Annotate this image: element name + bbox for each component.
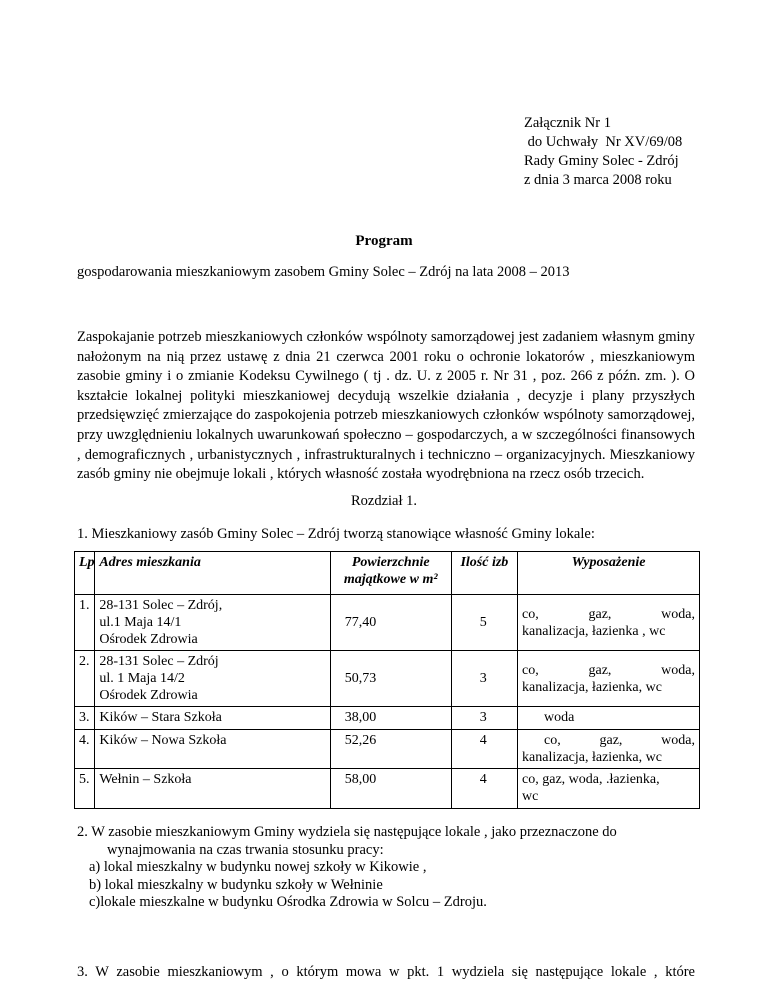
table-row — [75, 651, 700, 707]
point-2-line2: wynajmowania na czas trwania stosunku pracy: — [107, 841, 384, 858]
address-line: 28-131 Solec – Zdrój, — [99, 598, 223, 613]
cell-rooms: 3 — [451, 651, 517, 707]
chapter-heading: Rozdział 1. — [350, 493, 418, 509]
intro-paragraph: Zaspokajanie potrzeb mieszkaniowych członków wspólnoty samorządowej jest zadaniem własnym gminy nałożonym na nią przez ustawę z dnia 21 czerwca 2001 roku o ochronie lokatorów , mieszkaniowym zasobie gminy i o zmianie Kodeksu Cywilnego ( tj . dz. U. z 2005 r. Nr 31 , poz. 266 z późn. zm. ). O kształcie lokalnej polityki mieszkaniowej decydują wszelkie działania , decyzje i plany przyszłych przedsięwzięć zmierzające do zaspokojenia potrzeb mieszkaniowych członków wspólnoty samorządowej, przy uwzględnieniu lokalnych uwarunkowań społeczno – gospodarczych, a w szczególności finansowych , demograficznych , urbanistycznych , infrastrukturalnych i techniczno – organizacyjnych. Mieszkaniowy zasób gminy nie obejmuje lokali , których własność została wyodrębniona na rzecz osób trzecich. — [77, 329, 695, 483]
cell-address — [95, 651, 330, 707]
equipment-line: co, gaz, woda, — [544, 733, 695, 748]
address-line: Ośrodek Zdrowia — [99, 632, 198, 647]
cell-equipment — [518, 651, 700, 707]
point-2-item-b: b) lokal mieszkalny w budynku szkoły w Wełninie — [89, 876, 383, 893]
point-1-text: 1. Mieszkaniowy zasób Gminy Solec – Zdrój tworzą stanowiące własność Gminy lokale: — [77, 526, 595, 542]
cell-lp: 4. — [75, 730, 95, 769]
cell-address: Kików – Nowa Szkoła — [95, 730, 330, 769]
resolution-date: z dnia 3 marca 2008 roku — [524, 172, 672, 188]
table-row — [75, 595, 700, 651]
cell-rooms: 4 — [451, 769, 517, 809]
address-line: ul. 1 Maja 14/2 — [99, 671, 185, 686]
equipment-line: kanalizacja, łazienka , wc — [522, 623, 666, 639]
equipment-line: co, gaz, woda, .łazienka, — [522, 772, 660, 787]
cell-area: 52,26 — [330, 730, 451, 769]
table-row — [75, 730, 700, 769]
cell-lp: 5. — [75, 769, 95, 809]
cell-lp: 2. — [75, 651, 95, 707]
attachment-number: Załącznik Nr 1 — [524, 115, 611, 131]
table-row — [75, 707, 700, 730]
address-line: 28-131 Solec – Zdrój — [99, 654, 219, 669]
cell-rooms: 3 — [451, 707, 517, 730]
council-name: Rady Gminy Solec - Zdrój — [524, 153, 679, 169]
header-lp: Lp — [75, 552, 95, 595]
cell-address — [95, 595, 330, 651]
document-subtitle: gospodarowania mieszkaniowym zasobem Gminy Solec – Zdrój na lata 2008 – 2013 — [77, 264, 570, 280]
header-area: Powierzchnie majątkowe w m² — [330, 552, 451, 595]
cell-area: 50,73 — [330, 651, 451, 707]
point-3-text: 3. W zasobie mieszkaniowym , o którym mowa w pkt. 1 wydziela się następujące lokale , które — [77, 964, 695, 980]
housing-table — [74, 551, 700, 809]
address-line: Ośrodek Zdrowia — [99, 688, 198, 703]
cell-equipment: woda — [518, 707, 700, 730]
equipment-line: kanalizacja, łazienka, wc — [522, 679, 662, 695]
header-address: Adres mieszkania — [95, 552, 330, 595]
table-row — [75, 769, 700, 809]
attachment-header — [524, 114, 682, 190]
equipment-line: wc — [522, 789, 539, 804]
cell-lp: 1. — [75, 595, 95, 651]
cell-address: Kików – Stara Szkoła — [95, 707, 330, 730]
cell-area: 38,00 — [330, 707, 451, 730]
cell-equipment — [518, 769, 700, 809]
point-2-item-a: a) lokal mieszkalny w budynku nowej szkoły w Kikowie , — [89, 859, 427, 875]
equipment-line: kanalizacja, łazienka, wc — [522, 750, 662, 765]
point-2 — [77, 824, 695, 912]
point-2-item-c: c)lokale mieszkalne w budynku Ośrodka Zdrowia w Solcu – Zdroju. — [89, 894, 487, 910]
table-header-row — [75, 552, 700, 595]
equipment-line: co, gaz, woda, — [522, 606, 695, 622]
cell-rooms: 4 — [451, 730, 517, 769]
cell-equipment — [518, 730, 700, 769]
cell-equipment — [518, 595, 700, 651]
document-title: Program — [355, 233, 413, 249]
equipment-line: co, gaz, woda, — [522, 662, 695, 678]
header-rooms: Ilość izb — [451, 552, 517, 595]
cell-lp: 3. — [75, 707, 95, 730]
cell-rooms: 5 — [451, 595, 517, 651]
resolution-number: do Uchwały Nr XV/69/08 — [524, 134, 683, 150]
address-line: ul.1 Maja 14/1 — [99, 615, 182, 630]
point-2-line1: 2. W zasobie mieszkaniowym Gminy wydziela się następujące lokale , jako przeznaczone do — [77, 824, 617, 840]
cell-area: 77,40 — [330, 595, 451, 651]
cell-address: Wełnin – Szkoła — [95, 769, 330, 809]
cell-area: 58,00 — [330, 769, 451, 809]
header-equipment: Wyposażenie — [518, 552, 700, 595]
